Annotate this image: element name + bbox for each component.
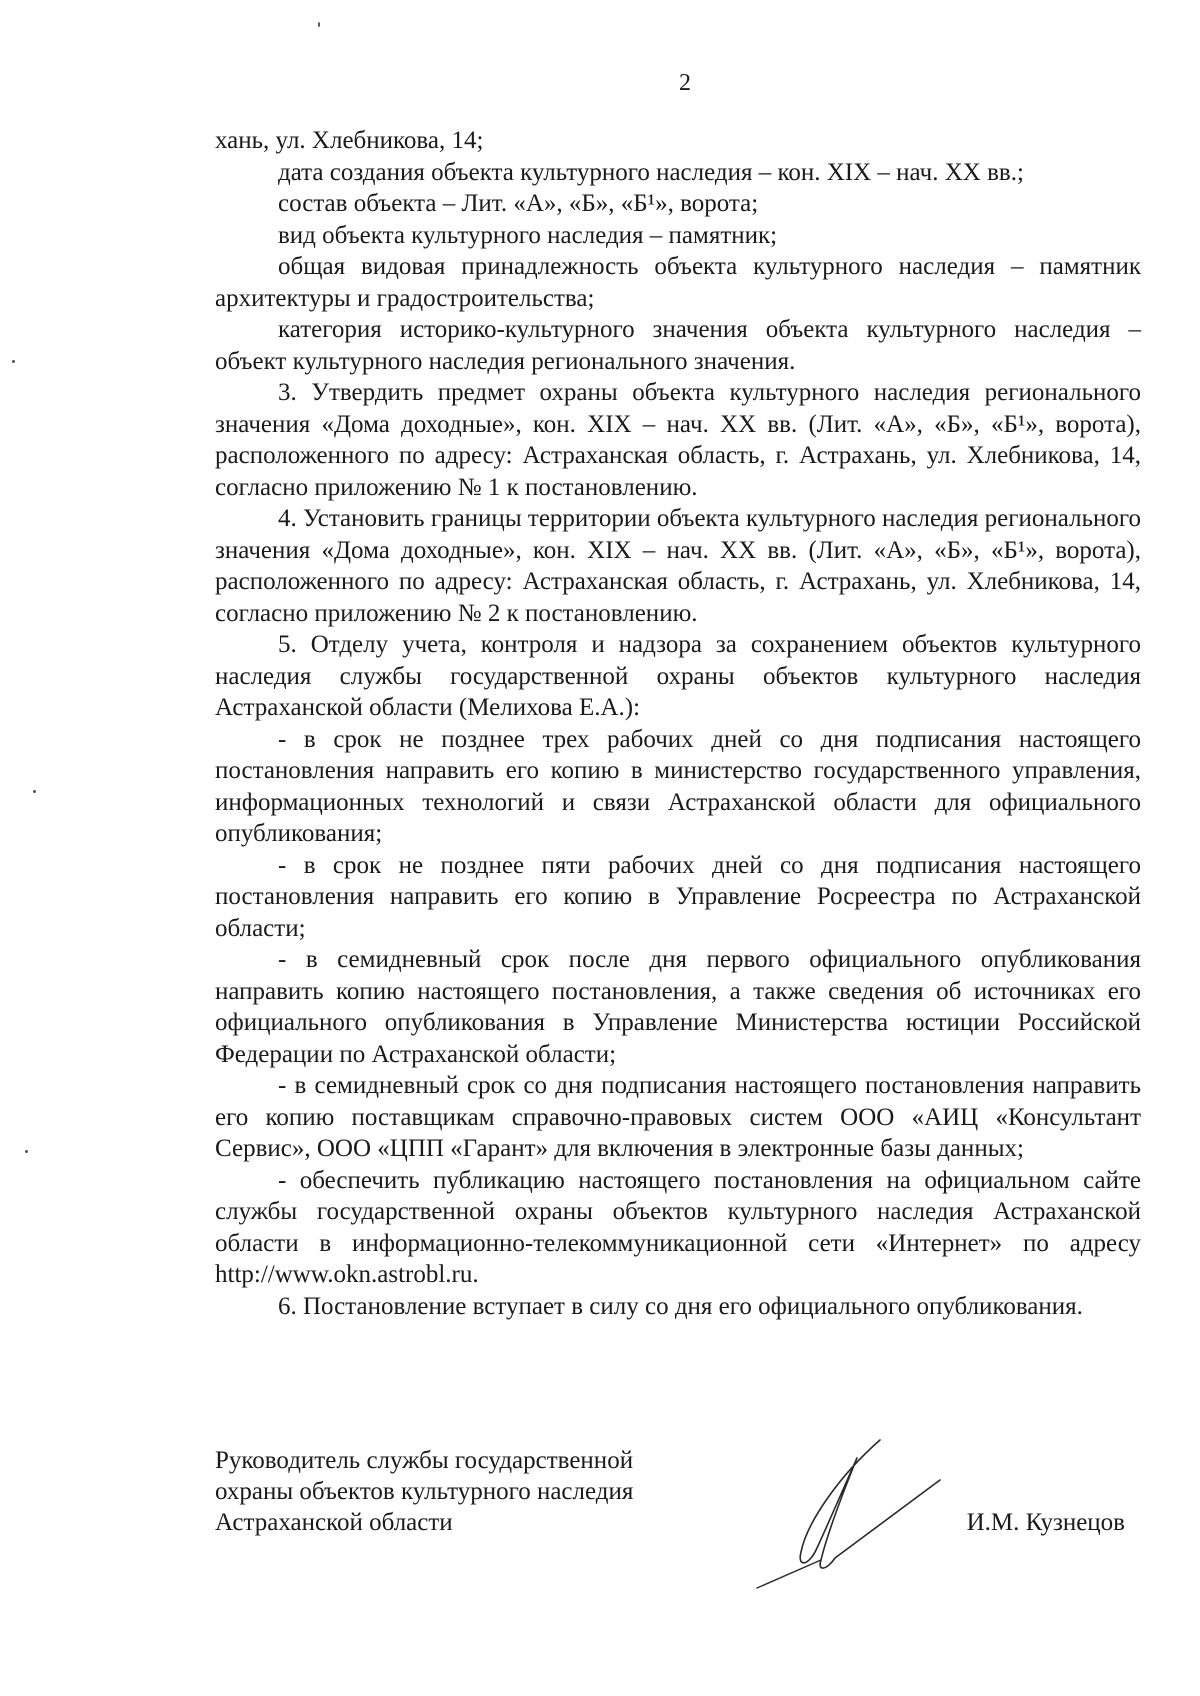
scan-speck xyxy=(12,360,15,363)
paragraph: общая видовая принадлежность объекта культурного наследия – памятник архитектуры и градостроительства; xyxy=(215,253,1141,312)
paragraph: 3. Утвердить предмет охраны объекта культурного наследия регионального значения «Дома доходные», кон. XIX – нач. XX вв. (Лит. «А», «Б», «Б¹», ворота), расположенного по адресу: Астраханская область, г. Астрахань, ул. Хлебникова, 14, согласно приложению № 1 к постановлению. xyxy=(215,379,1141,501)
paragraph: - в срок не позднее пяти рабочих дней со дня подписания настоящего постановления направить его копию в Управление Росреестра по Астраханской области; xyxy=(215,851,1141,942)
paragraph: категория историко-культурного значения объекта культурного наследия – объект культурного наследия регионального значения. xyxy=(215,316,1141,375)
paragraph: хань, ул. Хлебникова, 14; xyxy=(215,127,484,154)
paragraph: вид объекта культурного наследия – памятник; xyxy=(278,221,778,249)
paragraph: состав объекта – Лит. «А», «Б», «Б¹», ворота; xyxy=(278,190,759,217)
paragraph: - в срок не позднее трех рабочих дней со дня подписания настоящего постановления направить его копию в министерство государственного управления, информационных технологий и связи Астраханской области для официального опубликования; xyxy=(215,725,1141,847)
scan-speck xyxy=(25,1150,28,1153)
paragraph: 6. Постановление вступает в силу со дня его официального опубликования. xyxy=(278,1292,1083,1320)
document-body xyxy=(215,125,1141,1322)
scan-speck xyxy=(33,790,36,793)
paragraph: 5. Отделу учета, контроля и надзора за сохранением объектов культурного наследия службы государственной охраны объектов культурного наследия Астраханской области (Мелихова Е.А.): xyxy=(215,631,1141,721)
page-number: 2 xyxy=(679,70,691,96)
handwritten-signature xyxy=(745,1430,945,1590)
paragraph: - в семидневный срок со дня подписания настоящего постановления направить его копию поставщикам справочно-правовых систем ООО «АИЦ «Консультант Сервис», ООО «ЦПП «Гарант» для включения в электронные базы данных; xyxy=(215,1072,1141,1162)
scan-speck xyxy=(318,22,320,27)
signatory-name: И.М. Кузнецов xyxy=(966,1509,1125,1536)
signatory-title xyxy=(215,1445,633,1538)
paragraph: дата создания объекта культурного наследия – кон. XIX – нач. XX вв.; xyxy=(278,158,1024,186)
signatory-title-line: Руководитель службы государственной xyxy=(215,1447,634,1474)
signatory-title-line: Астраханской области xyxy=(215,1509,453,1536)
paragraph: - в семидневный срок после дня первого официального опубликования направить копию настоящего постановления, а также сведения об источниках его официального опубликования в Управление Министерства юстиции Российской Федерации по Астраханской области; xyxy=(215,946,1141,1068)
paragraph: 4. Установить границы территории объекта культурного наследия регионального значения «Дома доходные», кон. XIX – нач. XX вв. (Лит. «А», «Б», «Б¹», ворота), расположенного по адресу: Астраханская область, г. Астрахань, ул. Хлебникова, 14, согласно приложению № 2 к постановлению. xyxy=(215,505,1141,627)
paragraph: - обеспечить публикацию настоящего постановления на официальном сайте службы государственной охраны объектов культурного наследия Астраханской области в информационно-телекоммуникационной сети «Интернет» по адресу http://www.okn.astrobl.ru. xyxy=(215,1166,1141,1288)
signatory-title-line: охраны объектов культурного наследия xyxy=(215,1478,634,1505)
